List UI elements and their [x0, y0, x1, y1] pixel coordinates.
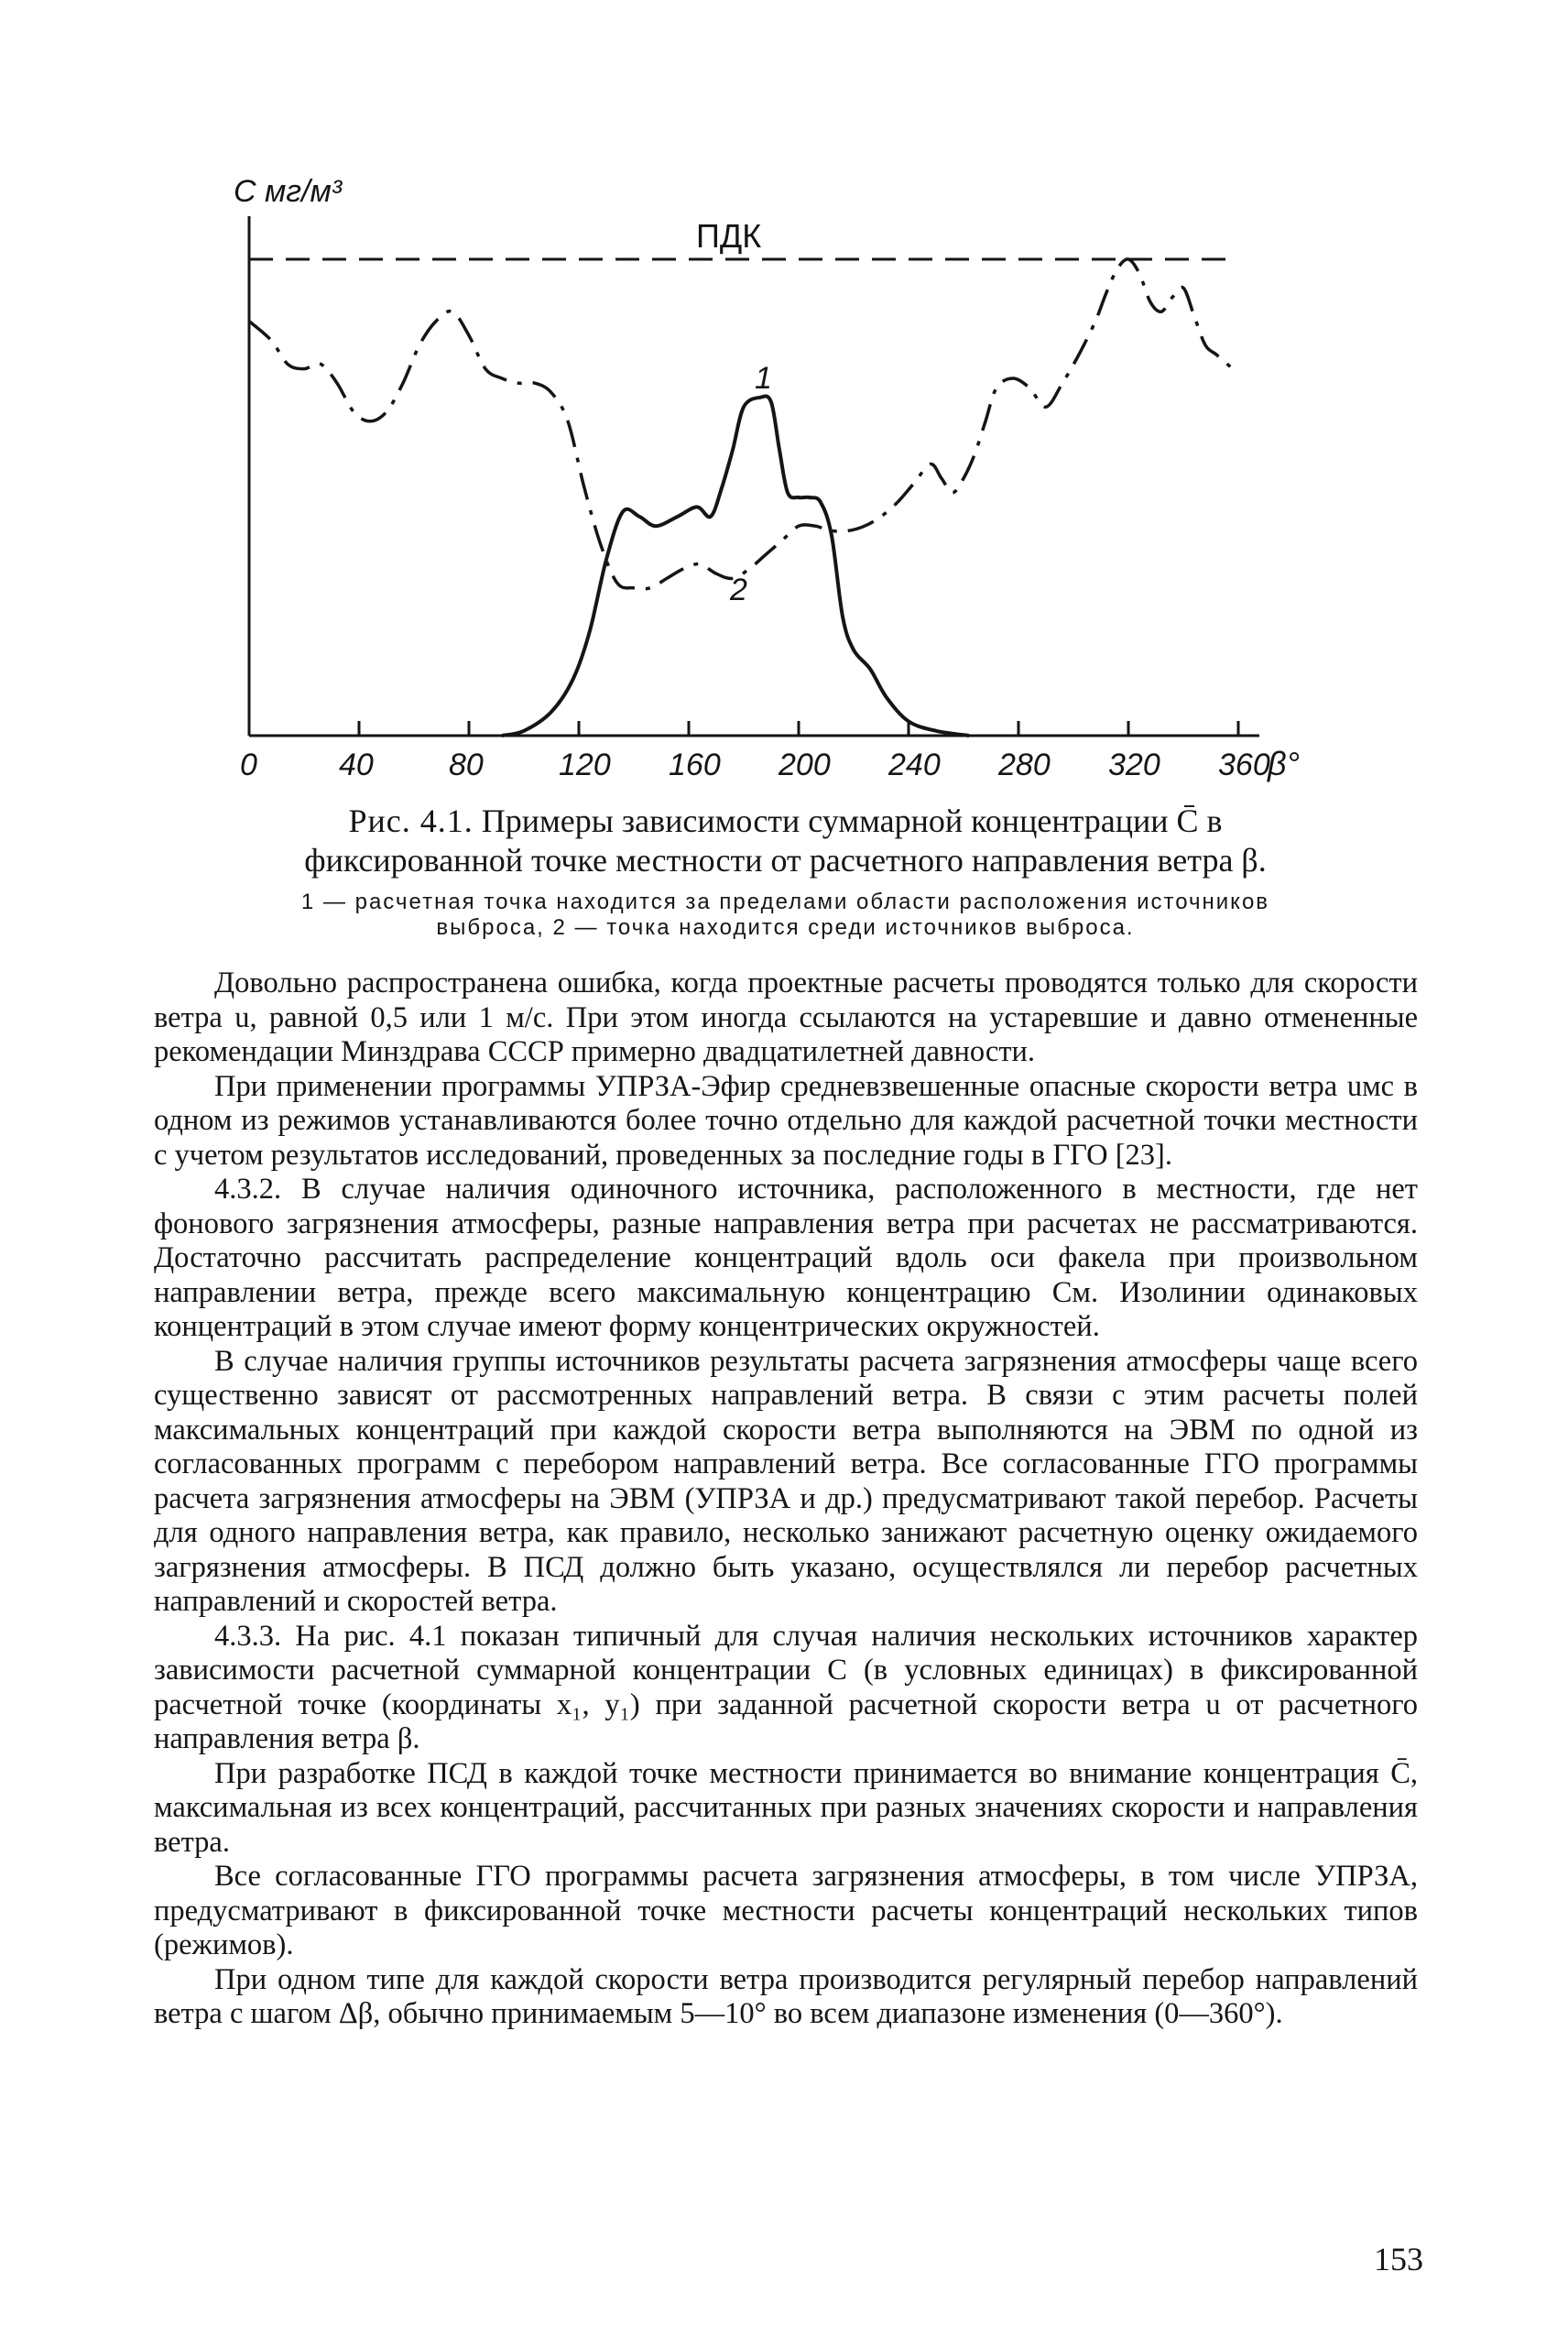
- paragraph: Все согласованные ГГО программы расчета загрязнения атмосферы, в том числе УПРЗА, предусматривают в фиксированной точке местности расчеты концентраций нескольких типов (режимов).: [154, 1860, 1418, 1961]
- x-tick-label: 120: [559, 748, 611, 782]
- paragraph: В случае наличия группы источников результаты расчета загрязнения атмосферы чаще всего существенно зависят от рассмотренных направлений ветра. В связи с этим расчеты полей максимальных концентраций при каждой скорости ветра выполняются на ЭВМ по одной из согласованных программ с перебором направлений ветра. Все согласованные ГГО программы расчета загрязнения атмосферы на ЭВМ (УПРЗА и др.) предусматривают такой перебор. Расчеты для одного направления ветра, как правило, несколько занижают расчетную оценку ожидаемого загрязнения атмосферы. В ПСД должно быть указано, осуществлялся ли перебор расчетных направлений и скоростей ветра.: [154, 1344, 1418, 1618]
- x-tick-label: 240: [888, 748, 941, 782]
- y-axis-label: С мг/м³: [234, 174, 343, 209]
- paragraph: 4.3.3. На рис. 4.1 показан типичный для случая наличия нескольких источников характер зависимости расчетной суммарной концентрации C (в условных единицах) в фиксированной расчетной точке (координаты x₁, y₁) при заданной расчетной скорости ветра u от расчетного направления ветра β.: [154, 1619, 1418, 1755]
- paragraph: 4.3.2. В случае наличия одиночного источника, расположенного в местности, где нет фонового загрязнения атмосферы, разные направления ветра при расчетах не рассматриваются. Достаточно рассчитать распределение концентраций вдоль оси факела при произвольном направлении ветра, прежде всего максимальную концентрацию Cм. Изолинии одинаковых концентраций в этом случае имеют форму концентрических окружностей.: [154, 1173, 1418, 1343]
- caption-label: Рис. 4.1.: [348, 803, 474, 839]
- x-tick-label: 360: [1218, 748, 1270, 782]
- paragraph: При разработке ПСД в каждой точке местности принимается во внимание концентрация C̄, максимальная из всех концентраций, рассчитанных при разных значениях скорости и направления ветра.: [154, 1756, 1418, 1859]
- series-layer: [249, 259, 1238, 736]
- page-number: 153: [1374, 2241, 1423, 2277]
- caption-legend: 1 — расчетная точка находится за пределами области расположения источников выброса, 2 — точка находится среди источников выброса.: [300, 890, 1270, 940]
- x-ticks: [240, 721, 1270, 782]
- x-tick-label: 80: [449, 748, 484, 782]
- x-tick-label: 40: [339, 748, 374, 782]
- series-2-line: [249, 259, 1238, 589]
- series-1-line: [502, 396, 969, 736]
- x-tick-label: 320: [1108, 748, 1160, 782]
- x-tick-label: 160: [669, 748, 721, 782]
- body-text: [154, 966, 1418, 2032]
- paragraph: При применении программы УПРЗА-Эфир средневзвешенные опасные скорости ветра uмс в одном из режимов устанавливаются более точно отдельно для каждой расчетной точки местности с учетом результатов исследований, проведенных за последние годы в ГГО [23].: [154, 1069, 1418, 1172]
- x-tick-label: 280: [998, 748, 1051, 782]
- curve-1-label: 1: [755, 361, 772, 396]
- x-axis-unit-label: β°: [1268, 745, 1300, 782]
- pdk-label: ПДК: [696, 217, 762, 255]
- caption-main: [247, 802, 1323, 880]
- curve-2-label: 2: [730, 573, 747, 607]
- chart-axes: [249, 216, 1259, 736]
- figure-caption: [247, 802, 1323, 941]
- caption-text: Примеры зависимости суммарной концентрации C̄ в фиксированной точке местности от расчетного направления ветра β.: [304, 803, 1267, 879]
- x-tick-label: 200: [779, 748, 831, 782]
- paragraph: Довольно распространена ошибка, когда проектные расчеты проводятся только для скорости ветра u, равной 0,5 или 1 м/с. При этом иногда ссылаются на устаревшие и давно отмененные рекомендации Минздрава СССР примерно двадцатилетней давности.: [154, 966, 1418, 1068]
- paragraph: При одном типе для каждой скорости ветра производится регулярный перебор направлений ветра с шагом Δβ, обычно принимаемым 5—10° во всем диапазоне изменения (0—360°).: [154, 1962, 1418, 2030]
- x-tick-label: 0: [240, 748, 257, 782]
